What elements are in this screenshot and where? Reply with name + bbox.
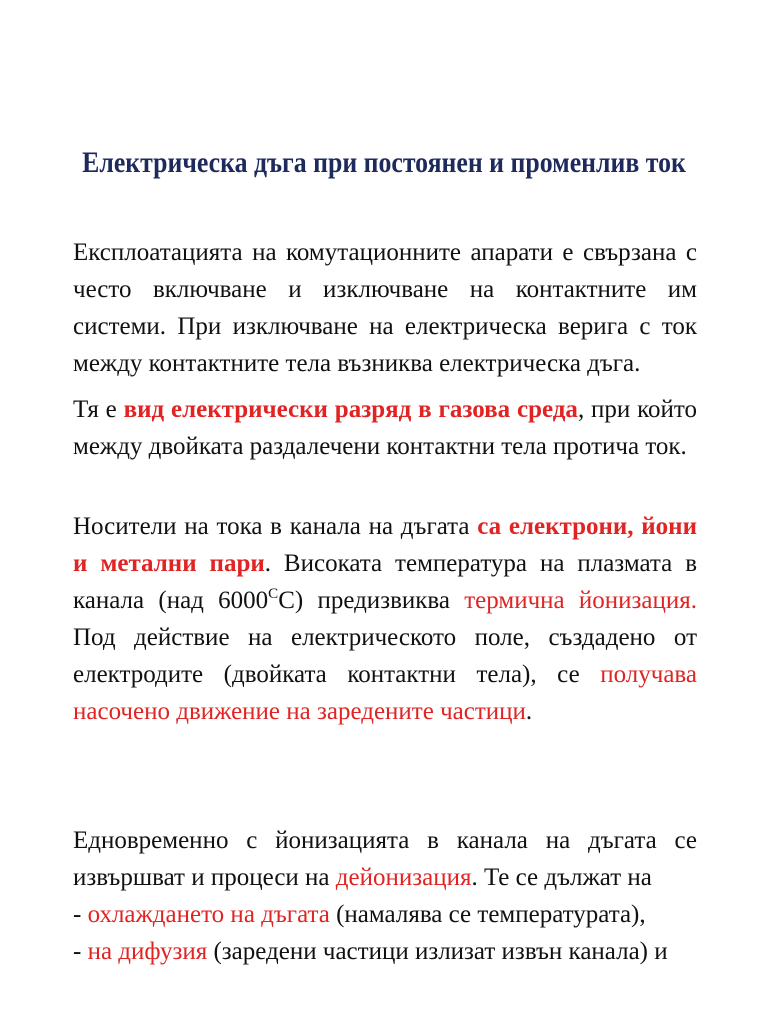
list-dash: - <box>73 901 88 928</box>
directed-motion-text: получава насочено движение на заредените частици <box>73 661 697 725</box>
list-item-text: (намалява се температурата), <box>329 901 646 928</box>
carriers-pre: Носители на тока в канала на дъгата <box>73 513 478 540</box>
list-item <box>73 933 697 970</box>
deionization-list <box>73 896 697 970</box>
page-title: Електрическа дъга при постоянен и променлив ток <box>82 146 686 179</box>
list-item <box>73 896 697 933</box>
list-item-highlight: на дифузия <box>87 938 208 965</box>
list-item-highlight: охлаждането на дъгата <box>87 901 330 928</box>
carriers-end: . <box>525 698 533 725</box>
carriers-mid2: С) предизвиква <box>278 587 465 614</box>
list-dash: - <box>73 938 88 965</box>
deionization-highlight: дейонизация <box>335 864 472 891</box>
paragraph-deionization <box>73 822 697 896</box>
carriers-mid3: Под действие на електрическото поле, създадено от електродите (двойката контактни тела), се <box>73 624 697 688</box>
degree-superscript: С <box>268 586 279 602</box>
paragraph-intro <box>73 234 697 382</box>
definition-post: , при който между двойката раздалечени контактни тела протича ток. <box>73 396 698 460</box>
list-item-text: (заредени частици излизат извън канала) и <box>207 938 668 965</box>
thermal-ionization-text: термична йонизация. <box>464 587 697 614</box>
deionization-pre: Едновременно с йонизацията в канала на дъгата се извършват и процеси на <box>73 827 697 891</box>
definition-highlight: вид електрически разряд в газова среда <box>123 396 578 423</box>
carriers-highlight: са електрони, йони и метални пари <box>73 513 697 577</box>
carriers-mid1: . Високата температура на плазмата в канала (над 6000 <box>73 550 697 614</box>
paragraph-carriers <box>73 508 697 730</box>
intro-text: Експлоатацията на комутационните апарати е свързана с често включване и изключване на контактните им системи. При изключване на електрическа верига с ток между контактните тела възниква електрическа дъга. <box>73 239 697 377</box>
deionization-post: . Те се дължат на <box>471 864 652 891</box>
paragraph-definition <box>73 391 697 465</box>
definition-pre: Тя е <box>73 396 124 423</box>
